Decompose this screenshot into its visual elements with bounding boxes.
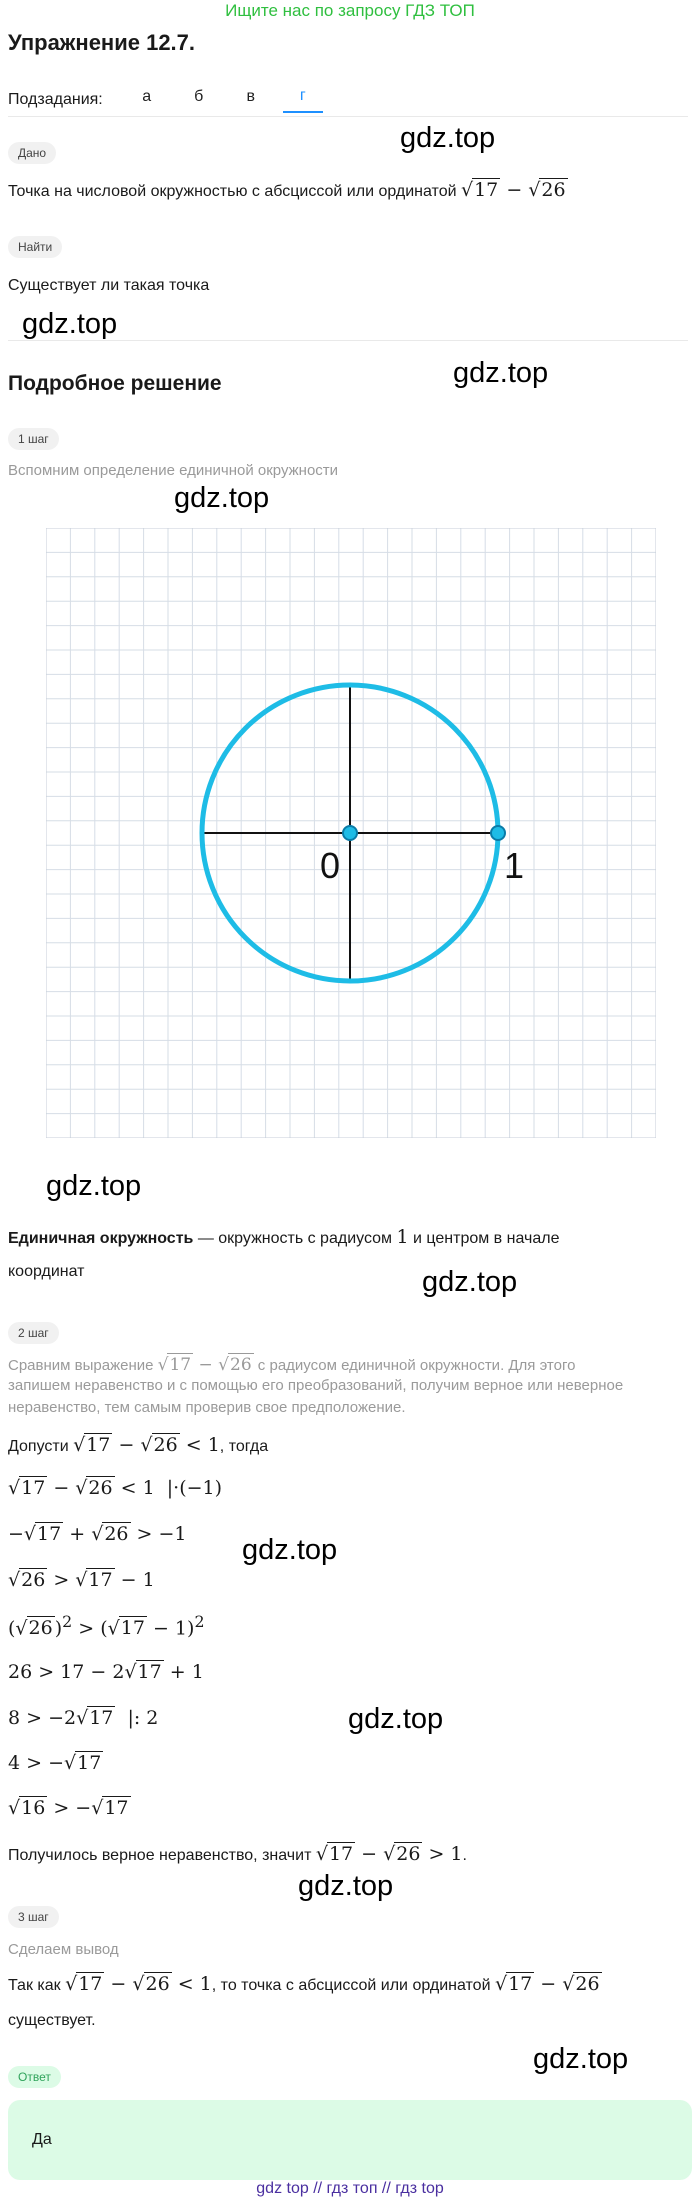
- watermark: gdz.top: [348, 1703, 444, 1735]
- watermark: gdz.top: [533, 2043, 629, 2075]
- watermark: gdz.top: [298, 1870, 394, 1902]
- watermark: gdz.top: [453, 357, 549, 389]
- tab-b[interactable]: б: [194, 88, 204, 105]
- given-text: Точка на числовой окружностью с абсциссой или ординатой √17 − √26: [8, 179, 566, 201]
- eq4: (√26 )$^2 > (√17 - 1)^2$: [8, 1612, 205, 1640]
- watermark: gdz.top: [422, 1266, 518, 1298]
- step2-intro-line1: Сравним выражение √17 − √26 с радиусом единичной окружности. Для этого: [8, 1355, 576, 1375]
- step3-line2: существует.: [8, 2012, 96, 2029]
- divider: [8, 116, 688, 117]
- step3-badge: 3 шаг: [8, 1906, 59, 1928]
- step2-conclusion: Получилось верное неравенство, значит √17 − √26 > 1.: [8, 1843, 467, 1865]
- subtasks-label: Подзадания:: [8, 91, 103, 108]
- subtasks-bar: [8, 87, 335, 113]
- eq8: √16 > −√17: [8, 1797, 129, 1819]
- definition-term: Единичная окружность: [8, 1230, 194, 1247]
- step3-text: Сделаем вывод: [8, 1941, 119, 1958]
- definition-line2: координат: [8, 1263, 85, 1280]
- find-badge: Найти: [8, 236, 62, 258]
- origin-point: [343, 826, 357, 840]
- footer-links[interactable]: gdz top // гдз топ // гдз top: [256, 2180, 444, 2197]
- eq1: √17 − √26 < 1 |·(−1): [8, 1477, 223, 1499]
- answer-text: Да: [32, 2131, 52, 2148]
- watermark: gdz.top: [242, 1534, 338, 1566]
- step1-badge: 1 шаг: [8, 428, 59, 450]
- watermark: gdz.top: [174, 482, 270, 514]
- find-text: Существует ли такая точка: [8, 277, 210, 294]
- eq6: 8 > −2√17 |: 2: [8, 1707, 159, 1729]
- eq7: 4 > −√17: [8, 1752, 102, 1774]
- step2-intro-line2: запишем неравенство и с помощью его преобразований, получим верное или неверное: [8, 1377, 624, 1394]
- expr-sqrt17-minus-sqrt26: √17 − √26: [460, 179, 566, 201]
- top-banner[interactable]: Ищите нас по запросу ГДЗ ТОП: [225, 1, 475, 20]
- one-label: 1: [504, 845, 525, 886]
- point-one: [491, 826, 505, 840]
- step1-text: Вспомним определение единичной окружности: [8, 462, 339, 479]
- assumption: Допусти √17 − √26 < 1, тогда: [8, 1434, 269, 1456]
- eq2: −√17 + √26 > −1: [8, 1523, 187, 1545]
- tab-g[interactable]: г: [283, 87, 323, 113]
- watermark: gdz.top: [22, 308, 118, 340]
- tab-a[interactable]: а: [142, 88, 152, 105]
- step2-intro-line3: неравенство, тем самым проверив свое предположение.: [8, 1399, 406, 1416]
- origin-label: 0: [320, 845, 341, 886]
- tab-v[interactable]: в: [246, 88, 255, 105]
- watermark: gdz.top: [400, 122, 496, 154]
- solution-title: Подробное решение: [8, 372, 222, 395]
- answer-badge: Ответ: [8, 2066, 61, 2088]
- answer-box: [8, 2100, 692, 2180]
- unit-circle-figure: [46, 528, 656, 1138]
- definition-line1: Единичная окружность — окружность с радиусом 1 и центром в начале: [8, 1226, 560, 1248]
- eq3: √26 > √17 − 1: [8, 1569, 155, 1591]
- step3-line1: Так как √17 − √26 < 1, то точка с абсциссой или ординатой √17 − √26: [8, 1973, 600, 1995]
- watermark: gdz.top: [46, 1170, 142, 1202]
- step2-badge: 2 шаг: [8, 1322, 59, 1344]
- page-title: Упражнение 12.7.: [8, 30, 196, 55]
- eq5: 26 > 17 − 2√17 + 1: [8, 1661, 204, 1683]
- given-badge: Дано: [8, 142, 56, 164]
